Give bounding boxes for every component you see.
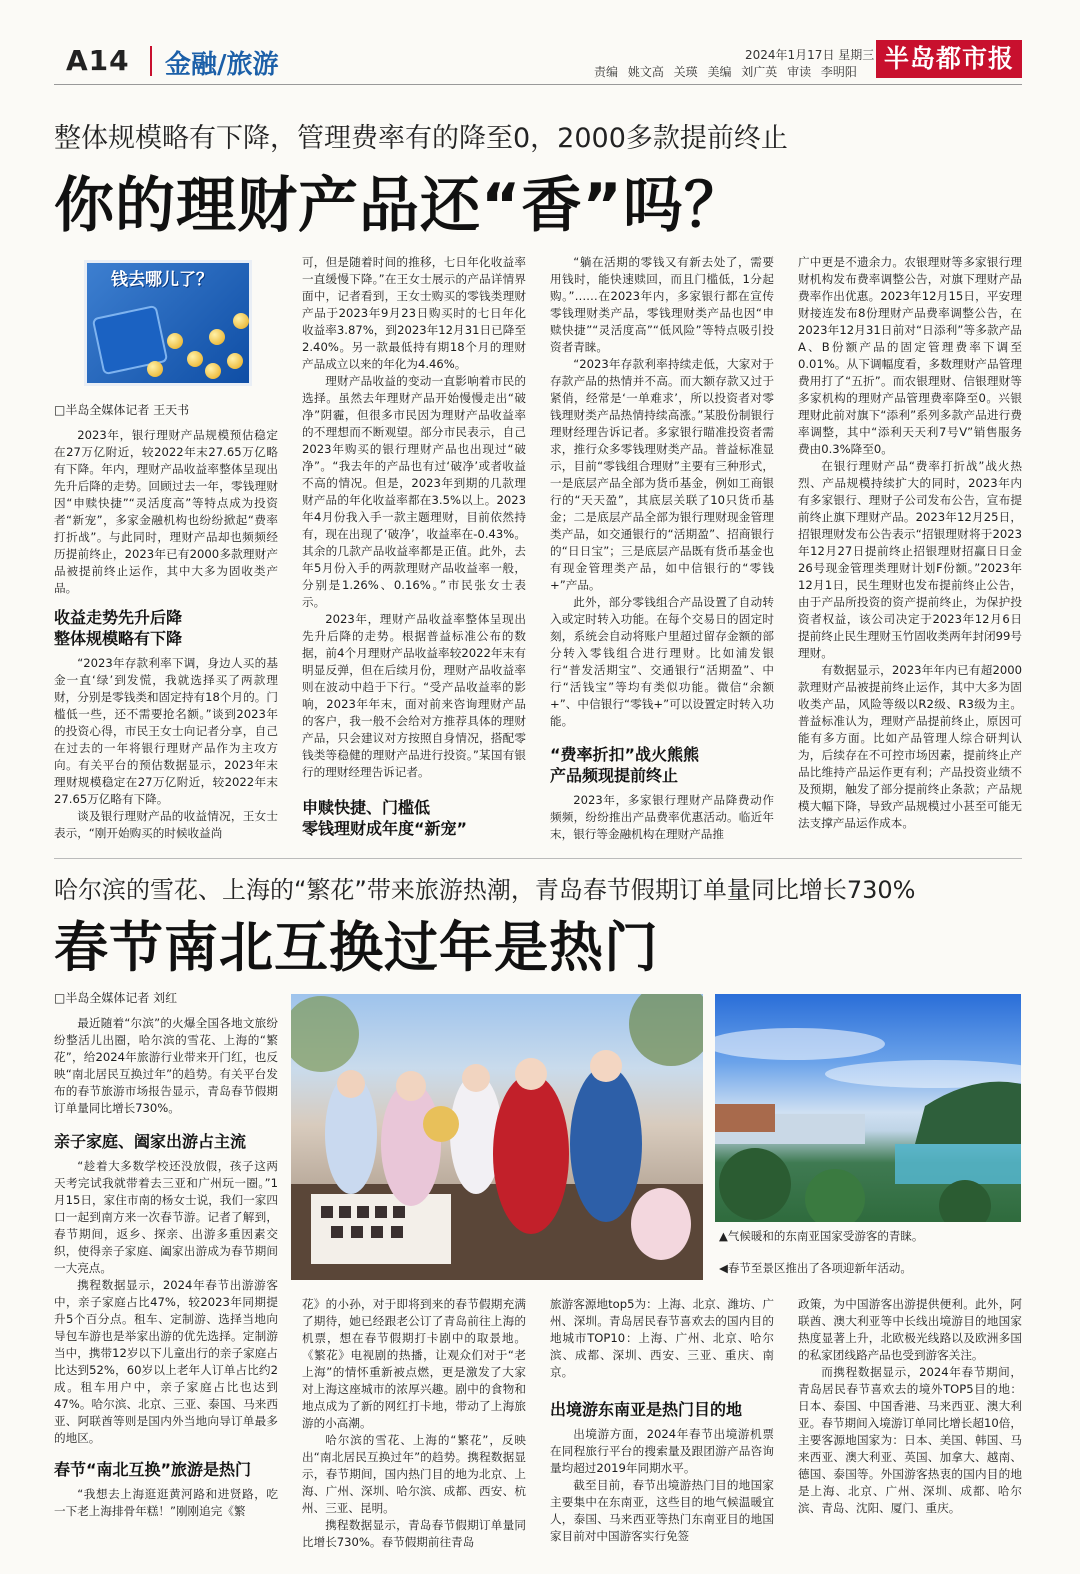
paragraph: 2023年，理财产品收益率整体呈现出先升后降的走势。根据普益标准公布的数据，前4个月理财产品收益率较2022年末有明显反弹，但在后续月份，理财产品收益率则在波动中趋于下行。“受产品收益率的影响，2023年年末，面对前来咨询理财产品的客户，我一般不会给对方推荐具体的理财产品，只会建议对方按照自身情况，搭配零钱类等稳健的理财产品进行投资。”某国有银行的理财经理告诉记者。 [302, 612, 526, 779]
paragraph: 而携程数据显示，2024年春节期间，青岛居民春节喜欢去的境外TOP5目的地：日本、泰国、中国香港、马来西亚、澳大利亚。春节期间入境游订单同比增长超10倍，主要客源地国家为：日本、美国、韩国、马来西亚、澳大利亚、英国、加拿大、越南、德国、泰国等。外国游客热衷的国内目的地是上海、北京、广州、深圳、成都、哈尔滨、青岛、沈阳、厦门、重庆。 [798, 1365, 1022, 1515]
article2-column-1 [54, 990, 278, 1520]
paragraph: 政策，为中国游客出游提供便利。此外，阿联酋、澳大利亚等中长线出境游目的地国家热度显著上升，北欧极光线路以及欧洲多国的私家团线路产品也受到游客关注。 [798, 1297, 1022, 1362]
article1-kicker: 整体规模略有下降，管理费率有的降至0，2000多款提前终止 [54, 123, 788, 154]
paragraph: 哈尔滨的雪花、上海的“繁花”，反映出“南北居民互换过年”的趋势。携程数据显示，春节期间，国内热门目的地为北京、上海、广州、深圳、哈尔滨、成都、西安、杭州、三亚、昆明。 [302, 1433, 526, 1515]
issue-date: 2024年1月17日 星期三 [745, 48, 875, 62]
article1-column-4 [798, 254, 1022, 832]
subheading: 申赎快捷、门槛低 零钱理财成年度“新宠” [302, 798, 468, 838]
article2-column-2 [302, 1296, 526, 1551]
header-rule [54, 84, 1022, 85]
coin-icon [147, 361, 163, 377]
paragraph: “躺在活期的零钱又有新去处了，需要用钱时，能快速赎回，而且门槛低，1分起购。”……在2023年内，多家银行都在宣传零钱理财类产品，零钱理财类产品也因“申赎快捷”“灵活度高”“低风险”等特点吸引投资者青睐。 [550, 255, 774, 354]
editors-credit: 责编 姚文高 关瑛 美编 刘广英 审读 李明阳 [594, 65, 857, 79]
paragraph: 携程数据显示，青岛春节假期订单量同比增长730%。春节假期前往青岛 [302, 1518, 526, 1549]
article2-byline: □半岛全媒体记者 刘红 [54, 991, 178, 1005]
coin-icon [227, 353, 243, 369]
paragraph: 旅游客源地top5为：上海、北京、潍坊、广州、深圳。青岛居民春节喜欢去的国内目的地城市TOP10：上海、广州、北京、哈尔滨、成都、深圳、西安、三亚、重庆、南京。 [550, 1297, 774, 1379]
paragraph: 2023年，多家银行理财产品降费动作频频，纷纷推出产品费率优惠活动。临近年末，银行等金融机构在理财产品推 [550, 793, 774, 841]
article1-column-1 [54, 402, 278, 842]
article2-column-3 [550, 1296, 774, 1545]
paragraph: 出境游方面，2024年春节出境游机票在同程旅行平台的搜索量及跟团游产品咨询量均超过2019年同期水平。 [550, 1427, 774, 1475]
coin-icon [187, 351, 203, 367]
paragraph: 携程数据显示，2024年春节出游游客中，亲子家庭占比47%，较2023年同期提升5个百分点。租车、定制游、选择当地向导包车游也是举家出游的优先选择。定制游当中，携带12岁以下儿童出行的亲子家庭占比达到52%，60岁以上老年人订单占比约2成。租车用户中，亲子家庭占比也达到47%。哈尔滨、北京、三亚、泰国、马来西亚、阿联酋等则是国内外当地向导订单最多的地区。 [54, 1278, 278, 1445]
coin-icon [205, 363, 221, 379]
subheading: 亲子家庭、阖家出游占主流 [54, 1132, 247, 1151]
paragraph: 在银行理财产品“费率打折战”战火热烈、产品规模持续扩大的同时，2023年内有多家银行、理财子公司发布公告，宣布提前终止旗下理财产品。2023年12月25日，招银理财发布公告表示“招银理财将于2023年12月27日提前终止招银理财招赢日日金26号现金管理类理财计划F份额。”2023年12月1日，民生理财也发布提前终止公告，由于产品所投资的资产提前终止，为保护投资者权益，该公司决定于2023年12月6日提前终止民生理财玉竹固收类两年封闭99号理财。 [798, 459, 1022, 660]
subheading: 春节“南北互换”旅游是热门 [54, 1460, 252, 1479]
section-title: 金融/旅游 [165, 50, 279, 80]
paragraph: 此外，部分零钱组合产品设置了自动转入或定时转入功能。在每个交易日的固定时刻，系统会自动将账户里超过留存金额的部分转入零钱组合进行理财。比如浦发银行“普发活期宝”、交通银行“活期盈”、中行“活钱宝”等均有类似功能。微信“余额+”、中信银行“零钱+”可以设置定时转入功能。 [550, 595, 774, 728]
paragraph: “2023年存款利率下调，身边人买的基金一直‘绿’到发慌，我就选择买了两款理财，分别是零钱类和固定持有18个月的。门槛低一些，还不需要抢名额。”谈到2023年的投资心得，市民王女士向记者分享，自己在过去的一年将银行理财产品作为主攻方向。有关平台的预估数据显示，2023年末理财规模稳定在27万亿附近，较2022年末27.65万亿略有下降。 [54, 656, 278, 806]
article2-kicker: 哈尔滨的雪花、上海的“繁花”带来旅游热潮，青岛春节假期订单量同比增长730% [54, 876, 916, 904]
page-number: A14 [66, 44, 130, 77]
paragraph: 广中更是不遗余力。农银理财等多家银行理财机构发布费率调整公告，对旗下理财产品费率作出优惠。2023年12月15日，平安理财接连发布8份理财产品费率调整公告，在2023年12月31日前对“日添利”等多款产品A、B份额产品的固定管理费率下调至0.01%。从下调幅度看，多数理财产品管理费用打了“五折”。而农银理财、信银理财等多家机构的理财产品管理费率降至0。兴银理财此前对旗下“添利”系列多款产品进行费率调整，其中“添利天天利7号V”销售服务费由0.3%降至0。 [798, 255, 1022, 456]
subheading: “费率折扣”战火熊熊 产品频现提前终止 [550, 745, 700, 785]
paragraph: 谈及银行理财产品的收益情况，王女士表示，“刚开始购买的时候收益尚 [54, 809, 278, 840]
paragraph: 理财产品收益的变动一直影响着市民的选择。虽然去年理财产品开始慢慢走出“破净”阴霾，但很多市民因为理财产品收益率的不理想而不断观望。部分市民表示，自己2023年购买的银行理财产品也出现过“破净”。“我去年的产品也有过‘破净’或者收益不高的情况。但是，2023年到期的几款理财产品的年化收益率都在3.5%以上。2023年4月份我入手一款主题理财，目前依然持有，现在出现了‘破净’，收益率在-0.43%。其余的几款产品收益率都是正值。此外，去年5月份入手的两款理财产品收益率一般，分别是1.26%、0.16%。”市民张女士表示。 [302, 374, 526, 609]
article2-headline: 春节南北互换过年是热门 [54, 916, 659, 979]
coin-icon [233, 313, 249, 329]
article1-headline: 你的理财产品还“香”吗？ [54, 171, 745, 241]
seaside-resort-photo [715, 994, 1021, 1222]
photo-caption: ▲气候暖和的东南亚国家受游客的青睐。 [719, 1229, 924, 1243]
paragraph: 有数据显示，2023年年内已有超2000款理财产品被提前终止运作，其中大多为固收类产品，风险等级以R2级、R3级为主。普益标准认为，理财产品提前终止，原因可能有多方面。比如产品管理人综合研判认为，后续存在不可控市场因素，提前终止产品比维持产品运作更有利；产品投资业绩不及预期，触发了部分提前终止条款；产品规模大幅下降，导致产品规模过小甚至可能无法支撑产品运作成本。 [798, 663, 1022, 830]
newspaper-masthead-logo: 半岛都市报 [876, 40, 1022, 78]
paragraph: “我想去上海逛逛黄河路和进贤路，吃一下老上海排骨年糕！”刚刚追完《繁 [54, 1487, 278, 1518]
photo-drawing [715, 994, 1021, 1222]
paragraph: 花》的小孙，对于即将到来的春节假期充满了期待，她已经跟老公订了青岛前往上海的机票，想在春节假期打卡剧中的取景地。《繁花》电视剧的热播，让观众们对于“老上海”的情怀重新被点燃，更是激发了大家对上海这座城市的浓厚兴趣。剧中的食物和地点成为了新的网红打卡地，带动了上海旅游的小高潮。 [302, 1297, 526, 1430]
article1-byline: □半岛全媒体记者 王天书 [54, 403, 190, 417]
article-divider [54, 858, 1022, 859]
money-illustration [84, 260, 252, 386]
coin-icon [167, 333, 183, 349]
article1-column-3 [550, 254, 774, 843]
subheading: 收益走势先升后降 整体规模略有下降 [54, 608, 183, 648]
paragraph: “趁着大多数学校还没放假，孩子这两天考完试我就带着去三亚和广州玩一圈。”1月15日，家住市南的杨女士说，我们一家四口一起到南方来一次春节游。记者了解到，春节期间，返乡、探亲、出游多重因素交织，使得亲子家庭、阖家出游成为春节期间一大亮点。 [54, 1159, 278, 1275]
page-number-divider [150, 46, 152, 76]
paragraph: 最近随着“尔滨”的火爆全国各地文旅纷纷整活儿出圈，哈尔滨的雪花、上海的“繁花”，给2024年旅游行业带来开门红，也反映“南北居民互换过年”的趋势。有关平台发布的春节旅游市场报告显示，青岛春节假期订单量同比增长730%。 [54, 1016, 278, 1115]
photo-drawing [291, 994, 703, 1280]
paragraph: 截至目前，春节出境游热门目的地国家主要集中在东南亚，这些目的地气候温暖宜人，泰国、马来西亚等热门东南亚目的地国家目前对中国游客实行免签 [550, 1478, 774, 1543]
coin-icon [209, 329, 225, 345]
article2-column-4 [798, 1296, 1022, 1517]
subheading: 出境游东南亚是热门目的地 [550, 1400, 743, 1419]
photo-caption: ◀春节至景区推出了各项迎新年活动。 [719, 1261, 912, 1275]
paragraph: 2023年，银行理财产品规模预估稳定在27万亿附近，较2022年末27.65万亿略有下降。年内，理财产品收益率整体呈现出先升后降的走势。回顾过去一年，零钱理财因“申赎快捷”“灵活度高”等特点成为投资者“新宠”，多家金融机构也纷纷掀起“费率打折战”。与此同时，理财产品却也频频经历提前终止，2023年已有2000多款理财产品被提前终止运作，其中大多为固收类产品。 [54, 428, 278, 595]
paragraph: “2023年存款利率持续走低，大家对于存款产品的热情并不高。而大额存款又过于紧俏，经常是‘一单难求’，所以投资者对零钱理财类产品热情持续高涨。”某股份制银行理财经理告诉记者。多家银行瞄准投资者需求，推行众多零钱理财类产品。普益标准显示，目前“零钱组合理财”主要有三种形式，一是底层产品全部为货币基金，例如工商银行的“天天盈”，其底层关联了10只货币基金；二是底层产品全部为银行理财现金管理类产品，如交通银行的“活期盈”、招商银行的“日日宝”；三是底层产品既有货币基金也有现金管理类产品，如中信银行的“零钱+”产品。 [550, 357, 774, 592]
paragraph: 可，但是随着时间的推移，七日年化收益率一直缓慢下降。”在王女士展示的产品详情界面中，记者看到，王女士购买的零钱类理财产品于2023年9月23日购买时的七日年化收益率3.87%，到2023年12月31日已降至2.40%。另一款最低持有期18个月的理财产品成立以来的年化为4.46%。 [302, 255, 526, 371]
hanfu-girls-photo [291, 994, 703, 1280]
illustration-caption: 钱去哪儿了？ [111, 270, 213, 290]
article1-column-2 [302, 254, 526, 845]
